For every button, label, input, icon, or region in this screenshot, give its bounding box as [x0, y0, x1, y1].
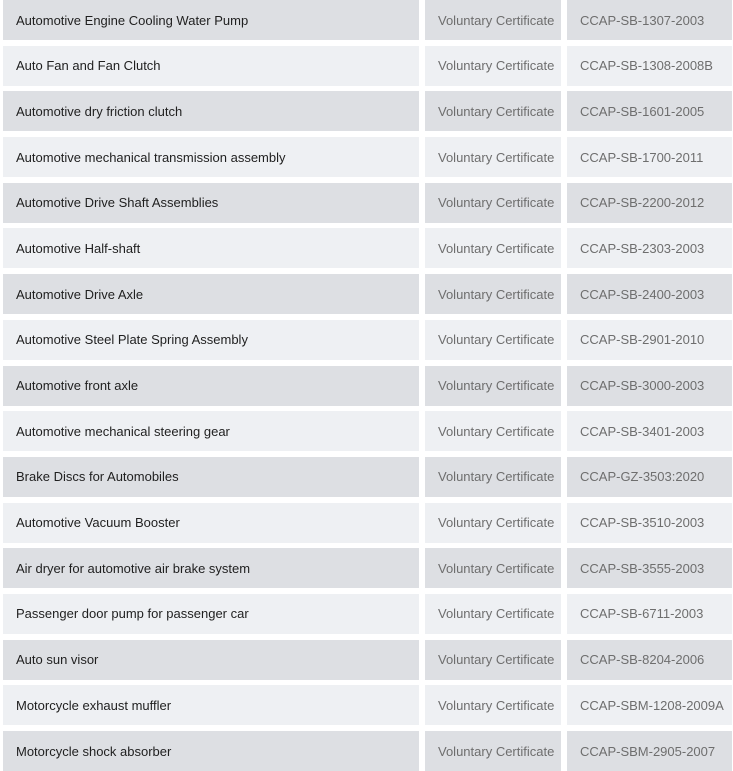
table-row: [0, 320, 733, 360]
table-row: [0, 0, 733, 40]
product-name-cell: Automotive dry friction clutch: [3, 91, 419, 131]
table-row: [0, 91, 733, 131]
certificate-type-cell: Voluntary Certificate: [425, 320, 561, 360]
standard-code-cell: CCAP-SB-2901-2010: [567, 320, 732, 360]
certificate-type-cell: Voluntary Certificate: [425, 228, 561, 268]
standard-code-cell: CCAP-SBM-2905-2007: [567, 731, 732, 771]
product-name-cell: Auto sun visor: [3, 640, 419, 680]
table-row: [0, 366, 733, 406]
certificate-type-cell: Voluntary Certificate: [425, 137, 561, 177]
standard-code-cell: CCAP-SB-3401-2003: [567, 411, 732, 451]
table-row: [0, 503, 733, 543]
standard-code-cell: CCAP-SB-3510-2003: [567, 503, 732, 543]
product-name-cell: Automotive Vacuum Booster: [3, 503, 419, 543]
table-row: [0, 274, 733, 314]
certificate-type-cell: Voluntary Certificate: [425, 594, 561, 634]
certificate-type-cell: Voluntary Certificate: [425, 274, 561, 314]
certificate-type-cell: Voluntary Certificate: [425, 640, 561, 680]
certificate-type-cell: Voluntary Certificate: [425, 0, 561, 40]
standard-code-cell: CCAP-SB-1307-2003: [567, 0, 732, 40]
standard-code-cell: CCAP-SB-3555-2003: [567, 548, 732, 588]
product-name-cell: Automotive Steel Plate Spring Assembly: [3, 320, 419, 360]
table-row: [0, 183, 733, 223]
standard-code-cell: CCAP-SB-2400-2003: [567, 274, 732, 314]
certificate-type-cell: Voluntary Certificate: [425, 685, 561, 725]
standard-code-cell: CCAP-SB-6711-2003: [567, 594, 732, 634]
product-name-cell: Automotive Drive Axle: [3, 274, 419, 314]
certificate-type-cell: Voluntary Certificate: [425, 411, 561, 451]
product-name-cell: Motorcycle exhaust muffler: [3, 685, 419, 725]
standard-code-cell: CCAP-SB-2200-2012: [567, 183, 732, 223]
certificate-type-cell: Voluntary Certificate: [425, 731, 561, 771]
product-name-cell: Automotive Drive Shaft Assemblies: [3, 183, 419, 223]
table-row: [0, 548, 733, 588]
product-name-cell: Automotive mechanical steering gear: [3, 411, 419, 451]
certificate-type-cell: Voluntary Certificate: [425, 548, 561, 588]
product-name-cell: Auto Fan and Fan Clutch: [3, 46, 419, 86]
table-row: [0, 731, 733, 771]
standard-code-cell: CCAP-SB-8204-2006: [567, 640, 732, 680]
product-name-cell: Air dryer for automotive air brake system: [3, 548, 419, 588]
table-row: [0, 137, 733, 177]
standard-code-cell: CCAP-SB-1308-2008B: [567, 46, 732, 86]
product-name-cell: Automotive mechanical transmission assembly: [3, 137, 419, 177]
certificate-type-cell: Voluntary Certificate: [425, 46, 561, 86]
table-row: [0, 411, 733, 451]
standard-code-cell: CCAP-GZ-3503:2020: [567, 457, 732, 497]
table-row: [0, 228, 733, 268]
product-name-cell: Motorcycle shock absorber: [3, 731, 419, 771]
table-row: [0, 457, 733, 497]
certificate-type-cell: Voluntary Certificate: [425, 366, 561, 406]
standard-code-cell: CCAP-SB-1700-2011: [567, 137, 732, 177]
certificate-type-cell: Voluntary Certificate: [425, 503, 561, 543]
standard-code-cell: CCAP-SB-3000-2003: [567, 366, 732, 406]
table-row: [0, 594, 733, 634]
product-name-cell: Automotive front axle: [3, 366, 419, 406]
product-name-cell: Automotive Half-shaft: [3, 228, 419, 268]
certificate-type-cell: Voluntary Certificate: [425, 91, 561, 131]
certificate-type-cell: Voluntary Certificate: [425, 457, 561, 497]
product-name-cell: Brake Discs for Automobiles: [3, 457, 419, 497]
table-row: [0, 640, 733, 680]
table-row: [0, 46, 733, 86]
product-name-cell: Passenger door pump for passenger car: [3, 594, 419, 634]
standard-code-cell: CCAP-SB-2303-2003: [567, 228, 732, 268]
product-name-cell: Automotive Engine Cooling Water Pump: [3, 0, 419, 40]
table-row: [0, 685, 733, 725]
certificate-type-cell: Voluntary Certificate: [425, 183, 561, 223]
standard-code-cell: CCAP-SBM-1208-2009A: [567, 685, 732, 725]
standard-code-cell: CCAP-SB-1601-2005: [567, 91, 732, 131]
